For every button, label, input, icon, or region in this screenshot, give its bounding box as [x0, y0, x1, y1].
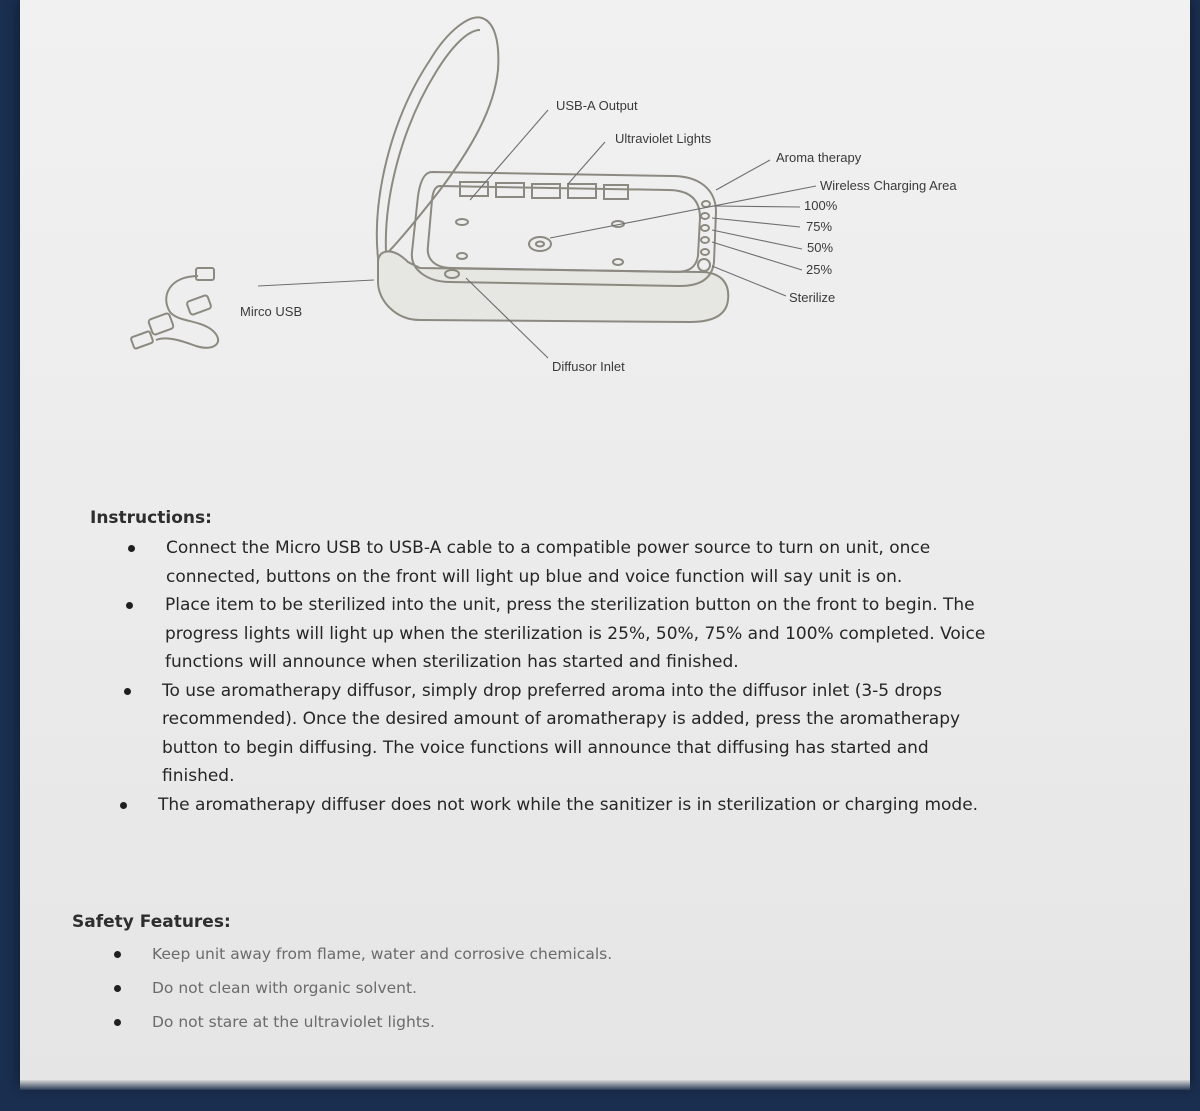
progress-light	[701, 249, 709, 255]
wireless-charging-leader	[550, 186, 816, 238]
label-diffusor-inlet: Diffusor Inlet	[552, 359, 625, 374]
device-lid	[377, 17, 499, 262]
sterilize-button	[698, 259, 710, 271]
bullet	[124, 688, 131, 695]
instruction-line: recommended). Once the desired amount of aromatherapy is added, press the aromatherapy	[162, 709, 961, 729]
safety-item-text: Keep unit away from flame, water and corrosive chemicals.	[152, 945, 613, 963]
safety-item-text: Do not stare at the ultraviolet lights.	[152, 1013, 435, 1031]
progress-75-leader	[712, 218, 800, 227]
instructions-list	[0, 534, 1200, 819]
aroma-therapy-leader	[716, 160, 770, 190]
tray-hole	[457, 253, 467, 259]
bullet	[114, 985, 121, 992]
label-progress-75: 75%	[806, 219, 833, 234]
list-item	[0, 677, 1200, 791]
micro-usb-leader	[258, 280, 374, 286]
list-item	[0, 937, 1200, 971]
micro-usb-plug	[196, 268, 214, 280]
wireless-charging-pad-center	[536, 242, 544, 247]
safety-item-text: Do not clean with organic solvent.	[152, 979, 417, 997]
instruction-line: To use aromatherapy diffusor, simply drop preferred aroma into the diffusor inlet (3-5 drops	[162, 680, 942, 701]
label-progress-50: 50%	[807, 240, 834, 255]
instruction-line: button to begin diffusing. The voice functions will announce that diffusing has started and	[162, 737, 929, 758]
instruction-line: functions will announce when sterilization has started and finished.	[165, 652, 739, 672]
list-item	[0, 591, 1200, 677]
device-tray-inner	[428, 186, 700, 272]
safety-features-title: Safety Features:	[72, 912, 231, 932]
instruction-line: The aromatherapy diffuser does not work while the sanitizer is in sterilization or charging mode.	[158, 794, 979, 815]
instructions-title: Instructions:	[90, 508, 212, 528]
label-wireless-charging-area: Wireless Charging Area	[820, 178, 957, 193]
progress-100-leader	[712, 206, 800, 207]
instruction-line: Place item to be sterilized into the unit, press the sterilization button on the front to begin. The	[165, 595, 975, 615]
list-item	[0, 534, 1200, 591]
usb-a-plug	[148, 313, 174, 336]
label-ultraviolet-lights: Ultraviolet Lights	[615, 131, 712, 146]
usb-port	[496, 183, 524, 197]
bullet	[114, 1019, 121, 1026]
progress-light	[702, 201, 710, 207]
bullet	[120, 802, 127, 809]
list-item	[0, 971, 1200, 1005]
progress-light	[701, 225, 709, 231]
tray-hole	[456, 219, 468, 225]
list-item	[0, 791, 1200, 820]
label-micro-usb: Mirco USB	[240, 304, 303, 319]
label-sterilize: Sterilize	[789, 290, 836, 305]
ultraviolet-lights-leader	[568, 142, 605, 184]
bullet	[114, 951, 121, 958]
label-aroma-therapy: Aroma therapy	[776, 150, 862, 165]
instruction-line: finished.	[162, 766, 235, 786]
sheet-bottom-edge	[20, 1080, 1190, 1090]
instruction-line: connected, buttons on the front will light up blue and voice function will say unit is on.	[166, 566, 903, 587]
list-item	[0, 1005, 1200, 1039]
bullet	[126, 602, 133, 609]
instruction-line: progress lights will light up when the sterilization is 25%, 50%, 75% and 100% completed. Voice	[165, 623, 986, 644]
cable-connector	[186, 295, 211, 316]
progress-light	[701, 213, 709, 219]
device-diagram	[0, 0, 1200, 400]
usb-port	[604, 185, 628, 199]
usb-a-tip	[131, 331, 154, 349]
wireless-charging-pad	[529, 237, 551, 251]
label-usb-a-output: USB-A Output	[556, 98, 638, 113]
safety-features-list	[0, 937, 1200, 1039]
usb-port	[532, 184, 560, 198]
progress-light	[701, 237, 709, 243]
usb-cable	[156, 276, 218, 348]
usb-port	[568, 184, 596, 198]
tray-hole	[613, 259, 623, 265]
bullet	[128, 545, 135, 552]
label-progress-25: 25%	[806, 262, 833, 277]
label-progress-100: 100%	[804, 198, 838, 213]
instruction-line: Connect the Micro USB to USB-A cable to a compatible power source to turn on unit, once	[166, 538, 931, 558]
